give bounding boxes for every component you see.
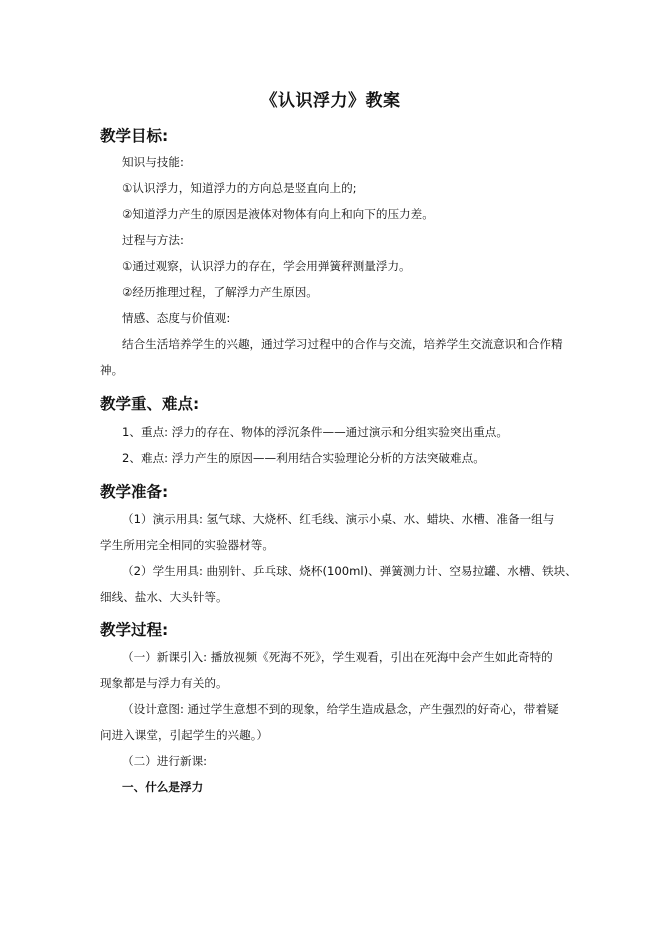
process-line: （设计意图: 通过学生意想不到的现象，给学生造成悬念，产生强烈的好奇心，带着疑 — [122, 702, 559, 716]
section-heading-process: 教学过程: — [100, 621, 169, 639]
process-subheading: 一、什么是浮力 — [122, 780, 204, 794]
preparation-line: 细线、盐水、大头针等。 — [100, 590, 228, 604]
goals-line: 结合生活培养学生的兴趣，通过学习过程中的合作与交流，培养学生交流意识和合作精 — [122, 337, 563, 351]
process-line: 现象都是与浮力有关的。 — [100, 676, 228, 690]
section-heading-goals: 教学目标: — [100, 127, 169, 145]
document-title: 《认识浮力》教案 — [260, 91, 401, 111]
goals-line: ②知道浮力产生的原因是液体对物体有向上和向下的压力差。 — [122, 207, 434, 221]
goals-line: 过程与方法: — [122, 233, 184, 247]
goals-line: ①认识浮力，知道浮力的方向总是竖直向上的; — [122, 181, 357, 195]
preparation-line: （2）学生用具: 曲别针、乒乓球、烧杯(100ml)、弹簧测力计、空易拉罐、水槽、铁块、 — [122, 564, 577, 578]
preparation-line: 学生所用完全相同的实验器材等。 — [100, 538, 274, 552]
process-line: （二）进行新课: — [122, 754, 208, 768]
section-heading-key-points: 教学重、难点: — [100, 395, 200, 413]
preparation-line: （1）演示用具: 氢气球、大烧杯、红毛线、演示小桌、水、蜡块、水槽、准备一组与 — [122, 512, 555, 526]
goals-line: 神。 — [100, 363, 124, 377]
key-points-line: 2、难点: 浮力产生的原因——利用结合实验理论分析的方法突破难点。 — [122, 451, 485, 465]
goals-line: ②经历推理过程，了解浮力产生原因。 — [122, 285, 318, 299]
process-line: 问进入课堂，引起学生的兴趣。） — [100, 728, 269, 742]
key-points-line: 1、重点: 浮力的存在、物体的浮沉条件——通过演示和分组实验突出重点。 — [122, 425, 508, 439]
process-line: （一）新课引入: 播放视频《死海不死》，学生观看，引出在死海中会产生如此奇特的 — [122, 650, 553, 664]
goals-line: 情感、态度与价值观: — [122, 311, 231, 325]
goals-line: 知识与技能: — [122, 155, 184, 169]
section-heading-preparation: 教学准备: — [100, 483, 169, 501]
goals-line: ①通过观察，认识浮力的存在，学会用弹簧秤测量浮力。 — [122, 259, 411, 273]
